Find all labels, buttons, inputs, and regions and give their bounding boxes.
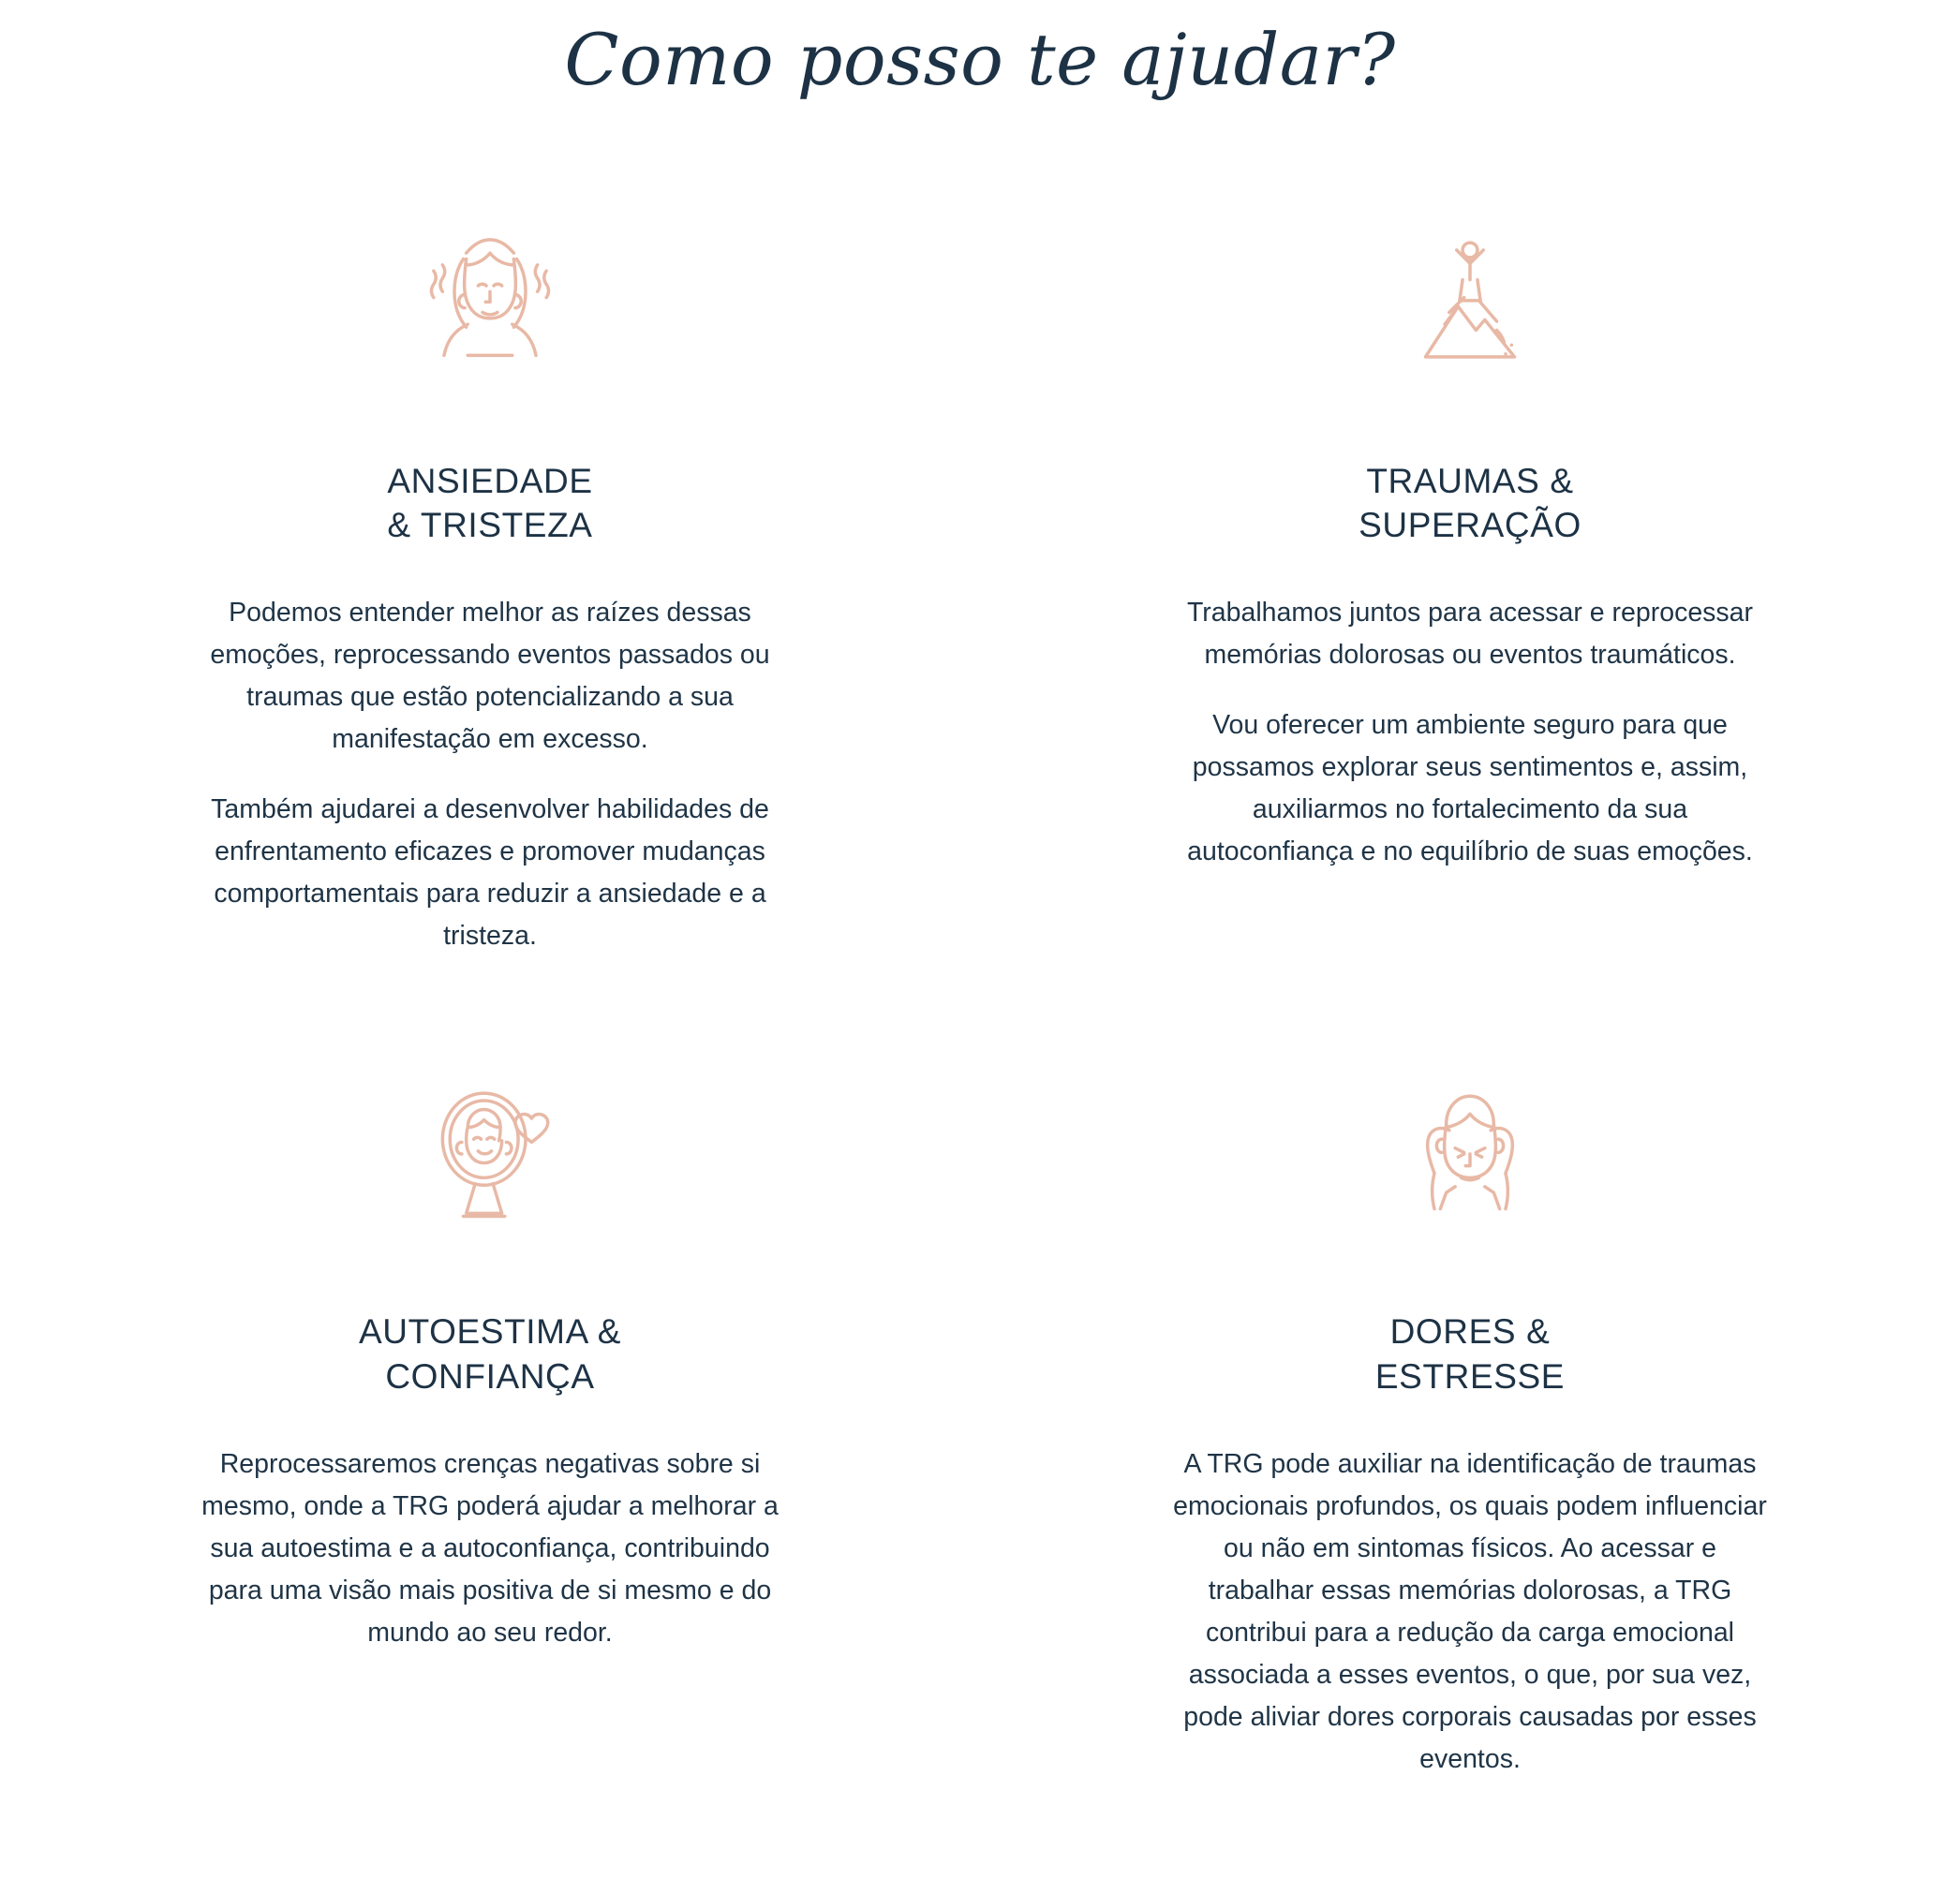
topic-title-line1: DORES & (1389, 1312, 1551, 1352)
topic-paragraph: Também ajudarei a desenvolver habilidades de enfrentamento eficazes e promover mudanças comportamentais para reduzir a ansiedade e a tristeza. (211, 794, 769, 952)
topic-title (1359, 459, 1581, 548)
topic-title-line1: TRAUMAS & (1366, 461, 1574, 500)
topic-title-line1: ANSIEDADE (387, 461, 593, 500)
topic-paragraph: Reprocessaremos crenças negativas sobre si mesmo, onde a TRG poderá ajudar a melhorar a sua autoestima e a autoconfiança, contribuindo para uma visão mais positiva de si mesmo e do mundo ao seu redor. (201, 1449, 779, 1649)
topic-card-autoestima-confianca (0, 1060, 980, 1781)
page-title: Como posso te ajudar? (564, 18, 1396, 101)
topic-card-dores-estresse (980, 1060, 1960, 1781)
topic-title-line2: & TRISTEZA (387, 505, 593, 544)
headache-stress-icon (1376, 1060, 1564, 1248)
topics-grid (0, 210, 1960, 1782)
topic-paragraph: Vou oferecer um ambiente seguro para que possamos explorar seus sentimentos e, assim, auxiliarmos no fortalecimento da sua autoconfiança e no equilíbrio de suas emoções. (1187, 710, 1753, 867)
topic-body (1167, 1443, 1773, 1781)
person-on-mountain-icon (1376, 210, 1564, 397)
topic-paragraph: Trabalhamos juntos para acessar e reprocessar memórias dolorosas ou eventos traumáticos. (1186, 598, 1754, 671)
topic-title-line2: ESTRESSE (1374, 1356, 1566, 1396)
topic-title-line2: SUPERAÇÃO (1359, 505, 1581, 544)
topic-body (187, 592, 793, 957)
topic-paragraph: Podemos entender melhor as raízes dessas emoções, reprocessando eventos passados ou traumas que estão potencializando a sua manifestação em excesso. (210, 598, 770, 755)
topic-body (187, 1443, 793, 1654)
topic-title (359, 1310, 621, 1398)
topic-card-traumas-superacao (980, 210, 1960, 958)
topic-title (387, 459, 592, 548)
topic-card-ansiedade-tristeza (0, 210, 980, 958)
topic-paragraph: A TRG pode auxiliar na identificação de traumas emocionais profundos, os quais podem influenciar ou não em sintomas físicos. Ao acessar e trabalhar essas memórias dolorosas, a TRG contribui para a redução da carga emocional associada a esses eventos, o que, por sua vez, pode aliviar dores corporais causadas por esses eventos. (1173, 1449, 1767, 1775)
mirror-self-love-icon (396, 1060, 584, 1248)
help-topics-section (0, 18, 1960, 1818)
topic-title-line1: AUTOESTIMA & (359, 1312, 621, 1352)
anxious-woman-icon (396, 210, 584, 397)
topic-title-line2: CONFIANÇA (385, 1356, 595, 1396)
topic-title (1375, 1310, 1565, 1398)
topic-body (1167, 592, 1773, 873)
